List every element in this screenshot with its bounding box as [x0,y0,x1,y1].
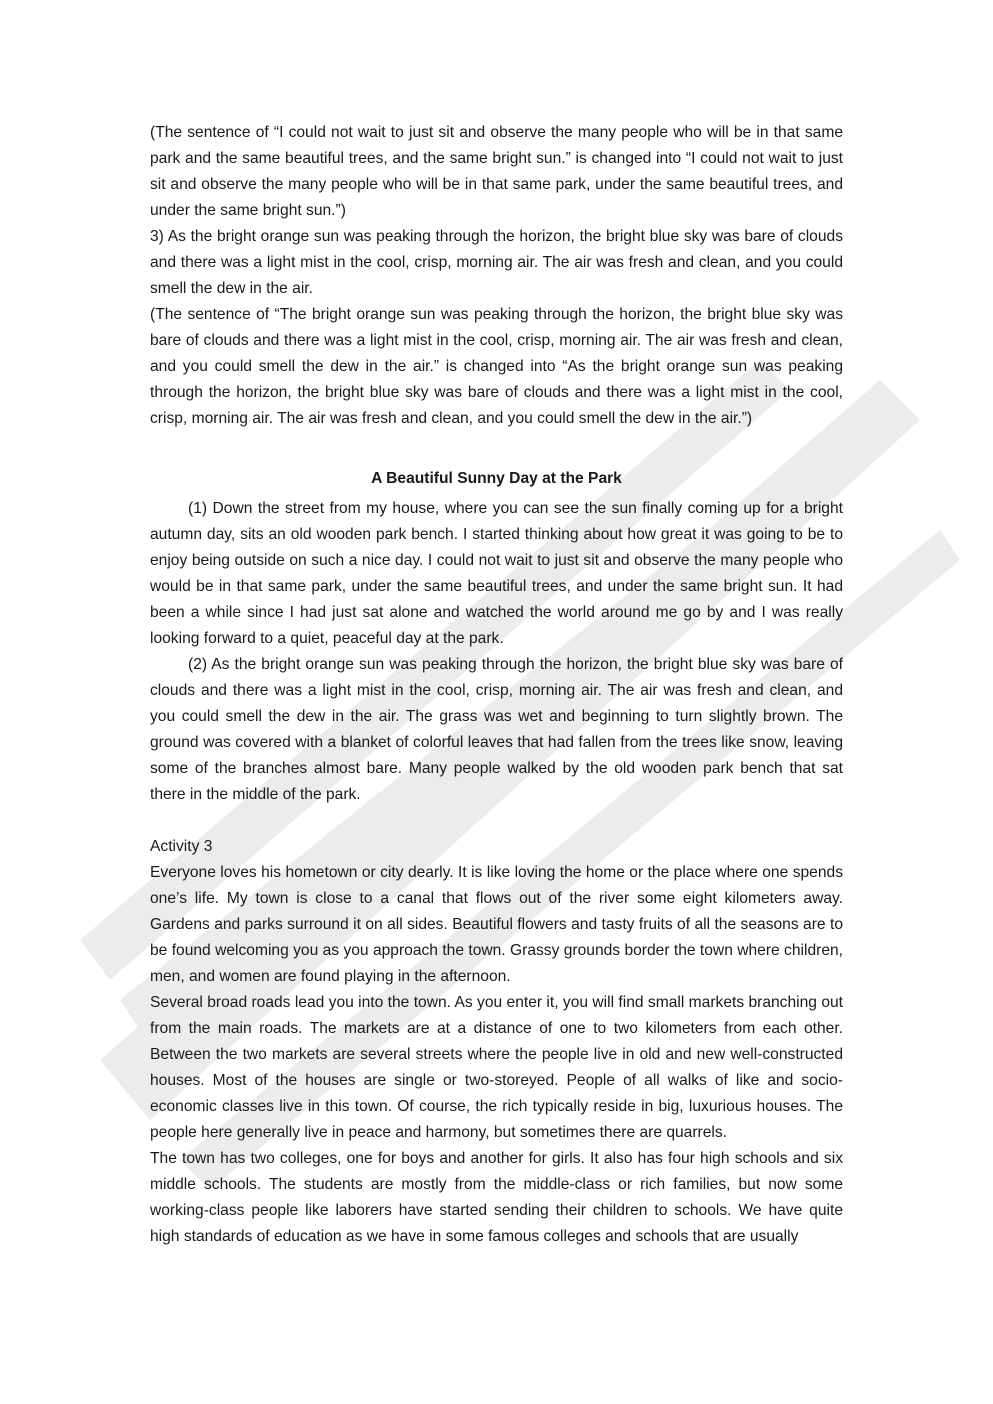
essay-paragraph-2: (2) As the bright orange sun was peaking through the horizon, the bright blue sky was bare of clouds and there was a light mist in the cool, crisp, morning air. The air was fresh and clean, and you could smell the dew in the air. The grass was wet and beginning to turn slightly brown. The ground was covered with a blanket of colorful leaves that had fallen from the trees like snow, leaving some of the branches almost bare. Many people walked by the old wooden park bench that sat there in the middle of the park. [150,656,843,803]
activity-paragraph-3: The town has two colleges, one for boys and another for girls. It also has four high schools and six middle schools. The students are mostly from the middle-class or rich families, but now some working-class people like laborers have started sending their children to schools. We have quite high standards of education as we have in some famous colleges and schools that are usually [150,1150,843,1245]
essay-title: A Beautiful Sunny Day at the Park [371,470,622,487]
section1-paragraph-3: (The sentence of “The bright orange sun was peaking through the horizon, the bright blue sky was bare of clouds and there was a light mist in the cool, crisp, morning air. The air was fresh and clean, and you could smell the dew in the air.” is changed into “As the bright orange sun was peaking through the horizon, the bright blue sky was bare of clouds and there was a light mist in the cool, crisp, morning air. The air was fresh and clean, and you could smell the dew in the air.”) [150,306,843,427]
spacer [150,432,843,458]
document-page [150,120,843,1250]
activity-paragraph-2: Several broad roads lead you into the town. As you enter it, you will find small markets branching out from the main roads. The markets are at a distance of one to two kilometers from each other. Between the two markets are several streets where the people live in old and new well-constructed houses. Most of the houses are single or two-storeyed. People of all walks of like and socio-economic classes live in this town. Of course, the rich typically reside in big, luxurious houses. The people here generally live in peace and harmony, but sometimes there are quarrels. [150,994,843,1141]
activity-heading: Activity 3 [150,838,213,855]
spacer [150,808,843,834]
section1-paragraph-2: 3) As the bright orange sun was peaking through the horizon, the bright blue sky was bare of clouds and there was a light mist in the cool, crisp, morning air. The air was fresh and clean, and you could smell the dew in the air. [150,228,843,297]
essay-paragraph-1: (1) Down the street from my house, where you can see the sun finally coming up for a bright autumn day, sits an old wooden park bench. I started thinking about how great it was going to be to enjoy being outside on such a nice day. I could not wait to just sit and observe the many people who would be in that same park, under the same beautiful trees, and under the same bright sun. It had been a while since I had just sat alone and watched the world around me go by and I was really looking forward to a quiet, peaceful day at the park. [150,500,843,647]
section1-paragraph-1: (The sentence of “I could not wait to just sit and observe the many people who will be in that same park and the same beautiful trees, and the same bright sun.” is changed into “I could not wait to just sit and observe the many people who will be in that same park, under the same beautiful trees, and under the same bright sun.”) [150,124,843,219]
activity-paragraph-1: Everyone loves his hometown or city dearly. It is like loving the home or the place where one spends one’s life. My town is close to a canal that flows out of the river some eight kilometers away. Gardens and parks surround it on all sides. Beautiful flowers and tasty fruits of all the seasons are to be found welcoming you as you approach the town. Grassy grounds border the town where children, men, and women are found playing in the afternoon. [150,864,843,985]
